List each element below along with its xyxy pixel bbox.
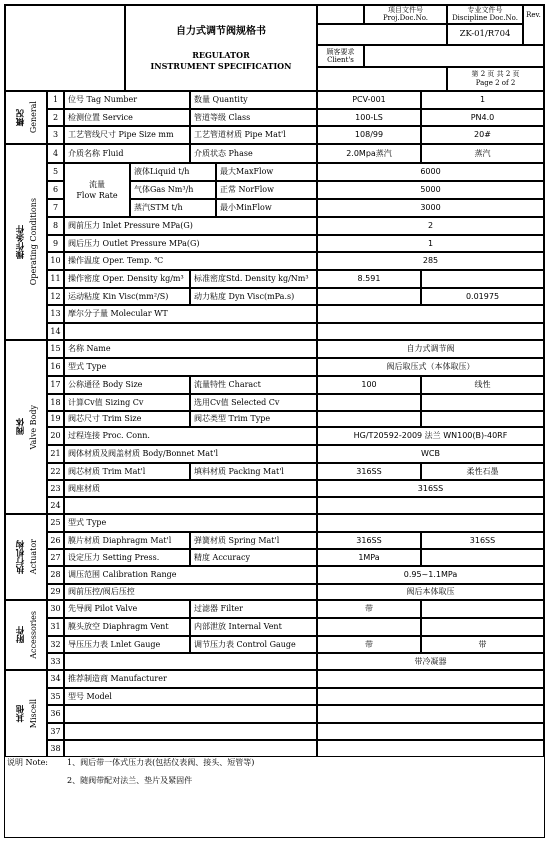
row-label [64, 497, 317, 514]
row-value-1: 带 [317, 600, 421, 618]
row-label: 型号 Model [64, 688, 317, 705]
row-label: 阀芯尺寸 Trim Size [64, 411, 190, 427]
row-number: 15 [47, 340, 64, 358]
row-value-1: 100 [317, 376, 421, 394]
row-number: 14 [47, 323, 64, 340]
row-label: 摩尔分子量 Molecular WT [64, 305, 317, 323]
row-value-1: 8.591 [317, 270, 421, 288]
row-label-2: 填料材质 Packing Mat'l [190, 463, 317, 480]
proj-doc-no [317, 24, 447, 45]
row-label-2: 调节压力表 Control Gauge [190, 636, 317, 653]
client-req-label [317, 45, 364, 67]
row-value [317, 497, 544, 514]
row-value: WCB [317, 445, 544, 463]
flow-rate-en: Flow Rate [76, 190, 118, 200]
row-value-2 [421, 618, 544, 636]
section-en-label: Accessories [28, 611, 38, 659]
row-label [64, 705, 317, 723]
row-value: 带冷凝器 [317, 653, 544, 670]
row-number: 16 [47, 358, 64, 376]
section-en-label: Operating Conditions [28, 198, 38, 286]
flow-type-label: 气体Gas Nm³/h [130, 181, 216, 199]
row-number: 8 [47, 217, 64, 235]
row-number: 4 [47, 144, 64, 163]
logo-area [5, 5, 125, 91]
title-en-line2: INSTRUMENT SPECIFICATION [150, 60, 292, 71]
page-cn: 第 2 页 共 2 页 [471, 70, 520, 78]
row-value [317, 723, 544, 740]
row-number: 6 [47, 181, 64, 199]
row-value-2 [421, 600, 544, 618]
row-number: 1 [47, 91, 64, 109]
row-number: 28 [47, 566, 64, 584]
row-number: 21 [47, 445, 64, 463]
row-label: 过程连接 Proc. Conn. [64, 427, 317, 445]
row-label: 导压压力表 Lnlet Gauge [64, 636, 190, 653]
row-label: 阀体材质及阀盖材质 Body/Bonnet Mat'l [64, 445, 317, 463]
row-value-2 [421, 549, 544, 566]
row-value-2: 带 [421, 636, 544, 653]
row-label-2: 介质状态 Phase [190, 144, 317, 163]
row-number: 25 [47, 514, 64, 532]
row-value: 自力式调节阀 [317, 340, 544, 358]
blank-page-left [317, 67, 447, 91]
row-number: 33 [47, 653, 64, 670]
flow-condition-label: 正常 NorFlow [216, 181, 317, 199]
row-label: 设定压力 Setting Press. [64, 549, 190, 566]
row-value [317, 514, 544, 532]
page-en: Page 2 of 2 [475, 79, 516, 87]
row-number: 20 [47, 427, 64, 445]
row-value [317, 670, 544, 688]
row-value: 1 [317, 235, 544, 252]
blank-header-cell [317, 5, 364, 24]
proj-doc-label [364, 5, 447, 24]
row-value-1 [317, 618, 421, 636]
row-label: 操作温度 Oper. Temp. ℃ [64, 252, 317, 270]
proj-doc-cn: 项目文件号 [388, 6, 423, 14]
row-value: 阀后取压式（本体取压） [317, 358, 544, 376]
row-number: 2 [47, 109, 64, 126]
row-number: 19 [47, 411, 64, 427]
flow-condition-label: 最小MinFlow [216, 199, 317, 217]
flow-condition-label: 最大MaxFlow [216, 163, 317, 181]
row-value-2 [421, 270, 544, 288]
row-value-2: 1 [421, 91, 544, 109]
client-req-en: Client's [327, 55, 354, 64]
flow-value: 5000 [317, 181, 544, 199]
row-value: HG/T20592-2009 法兰 WN100(B)-40RF [317, 427, 544, 445]
row-number: 10 [47, 252, 64, 270]
row-label: 运动粘度 Kin Visc(mm²/S) [64, 288, 190, 305]
row-label: 计算Cv值 Sizing Cv [64, 394, 190, 411]
row-label-2: 流量特性 Charact [190, 376, 317, 394]
row-number: 31 [47, 618, 64, 636]
row-value-2: 20# [421, 126, 544, 144]
row-number: 7 [47, 199, 64, 217]
row-label: 阀前压力 Inlet Pressure MPa(G) [64, 217, 317, 235]
row-value-1: 316SS [317, 532, 421, 549]
note-item-1: 1、阀后带一体式压力表(包括仪表阀、接头、短管等) [67, 758, 255, 767]
row-label-2: 数量 Quantity [190, 91, 317, 109]
row-label [64, 323, 317, 340]
note-label: 说明 Note: [7, 758, 49, 767]
row-label: 调压范围 Calibration Range [64, 566, 317, 584]
row-value: 阀后本体取压 [317, 584, 544, 600]
row-number: 35 [47, 688, 64, 705]
disc-doc-cn: 专业文件号 [467, 6, 503, 14]
row-label: 阀前压控/阀后压控 [64, 584, 317, 600]
flow-value: 6000 [317, 163, 544, 181]
row-number: 23 [47, 480, 64, 497]
row-value: 285 [317, 252, 544, 270]
row-value-1: PCV-001 [317, 91, 421, 109]
flow-rate-cn: 流量 [89, 179, 105, 189]
proj-doc-en: Proj.Doc.No. [382, 14, 429, 22]
row-value [317, 740, 544, 757]
row-label: 型式 Type [64, 358, 317, 376]
client-req-cn: 顾客要求 [326, 47, 355, 56]
row-value-2: 柔性石墨 [421, 463, 544, 480]
row-value-2: 线性 [421, 376, 544, 394]
section-cn-label: 操作条件 [15, 225, 26, 259]
row-number: 11 [47, 270, 64, 288]
spec-sheet [4, 4, 545, 838]
row-value-2: 316SS [421, 532, 544, 549]
row-label-2: 标准密度Std. Density kg/Nm³ [190, 270, 317, 288]
row-label: 型式 Type [64, 514, 317, 532]
row-label-2: 内部泄放 Internal Vent [190, 618, 317, 636]
row-value-1 [317, 288, 421, 305]
row-number: 5 [47, 163, 64, 181]
row-label: 工艺管线尺寸 Pipe Size mm [64, 126, 190, 144]
section-actuator [5, 514, 47, 600]
row-label-2: 过滤器 Filter [190, 600, 317, 618]
section-en-label: Valve Body [28, 404, 38, 450]
row-value [317, 323, 544, 340]
row-label: 阀座材质 [64, 480, 317, 497]
page-number [447, 67, 544, 91]
row-number: 22 [47, 463, 64, 480]
disc-doc-label [447, 5, 523, 24]
row-number: 37 [47, 723, 64, 740]
row-label: 操作密度 Oper. Density kg/m³ [64, 270, 190, 288]
row-value-2: 蒸汽 [421, 144, 544, 163]
row-value-1: 316SS [317, 463, 421, 480]
section-operating [5, 144, 47, 340]
row-value [317, 705, 544, 723]
row-number: 34 [47, 670, 64, 688]
rev-text: Rev. [526, 11, 541, 19]
row-value: 316SS [317, 480, 544, 497]
row-label-2: 管道等级 Class [190, 109, 317, 126]
title-en-line1: REGULATOR [192, 49, 250, 60]
row-label-2: 选用Cv值 Selected Cv [190, 394, 317, 411]
row-label [64, 723, 317, 740]
row-number: 13 [47, 305, 64, 323]
row-label-2: 动力粘度 Dyn Visc(mPa.s) [190, 288, 317, 305]
section-cn-label: 阀体 [15, 418, 26, 436]
row-value: 0.95~1.1MPa [317, 566, 544, 584]
row-label-2: 弹簧材质 Spring Mat'l [190, 532, 317, 549]
flow-type-label: 液体Liquid t/h [130, 163, 216, 181]
flow-value: 3000 [317, 199, 544, 217]
disc-doc-no: ZK-01/R704 [447, 24, 523, 45]
row-label: 阀芯材质 Trim Mat'l [64, 463, 190, 480]
row-label [64, 740, 317, 757]
section-cn-label: 其他 [15, 705, 26, 722]
row-number: 32 [47, 636, 64, 653]
section-cn-label: 附件 [15, 626, 26, 644]
row-number: 38 [47, 740, 64, 757]
row-label: 推荐制造商 Manufacturer [64, 670, 317, 688]
row-value: 2 [317, 217, 544, 235]
title-block [125, 5, 317, 91]
row-value-2 [421, 411, 544, 427]
row-value-1 [317, 394, 421, 411]
row-number: 36 [47, 705, 64, 723]
row-number: 12 [47, 288, 64, 305]
row-label [64, 653, 317, 670]
section-en-label: Actuator [28, 539, 38, 575]
row-value-1 [317, 411, 421, 427]
row-number: 26 [47, 532, 64, 549]
row-value-1: 2.0Mpa蒸汽 [317, 144, 421, 163]
row-number: 30 [47, 600, 64, 618]
row-label-2: 工艺管道材质 Pipe Mat'l [190, 126, 317, 144]
row-label: 公称通径 Body Size [64, 376, 190, 394]
flow-rate-label [64, 163, 130, 217]
row-label: 检测位置 Service [64, 109, 190, 126]
row-value [317, 305, 544, 323]
rev-label [523, 5, 544, 45]
row-value-1: 100-LS [317, 109, 421, 126]
row-label-2: 阀芯类型 Trim Type [190, 411, 317, 427]
row-label: 阀后压力 Outlet Pressure MPa(G) [64, 235, 317, 252]
row-label: 介质名称 Fluid [64, 144, 190, 163]
section-accessories [5, 600, 47, 670]
row-number: 17 [47, 376, 64, 394]
note-item-2: 2、随阀带配对法兰、垫片及紧固件 [67, 776, 193, 785]
row-label: 先导阀 Pilot Valve [64, 600, 190, 618]
row-value-1: 1MPa [317, 549, 421, 566]
row-number: 9 [47, 235, 64, 252]
row-label: 位号 Tag Number [64, 91, 190, 109]
row-label: 膜头放空 Diaphragm Vent [64, 618, 190, 636]
row-value [317, 688, 544, 705]
row-value-1: 带 [317, 636, 421, 653]
section-cn-label: 执行机构 [15, 540, 26, 574]
row-value-2 [421, 394, 544, 411]
row-number: 24 [47, 497, 64, 514]
disc-doc-en: Discipline Doc.No. [452, 14, 518, 22]
row-value-1: 108/99 [317, 126, 421, 144]
row-value-2: 0.01975 [421, 288, 544, 305]
section-en-label: Miscell [28, 698, 38, 729]
client-req-value [364, 45, 544, 67]
row-value-2: PN4.0 [421, 109, 544, 126]
row-number: 27 [47, 549, 64, 566]
title-cn: 自力式调节阀规格书 [176, 25, 266, 37]
section-general [5, 91, 47, 144]
row-label: 膜片材质 Diaphragm Mat'l [64, 532, 190, 549]
row-label-2: 精度 Accuracy [190, 549, 317, 566]
section-miscell [5, 670, 47, 757]
row-number: 29 [47, 584, 64, 600]
row-label: 名称 Name [64, 340, 317, 358]
flow-type-label: 蒸汽STM t/h [130, 199, 216, 217]
section-en-label: General [28, 101, 38, 134]
section-valve-body [5, 340, 47, 514]
row-number: 3 [47, 126, 64, 144]
row-number: 18 [47, 394, 64, 411]
section-cn-label: 概况 [15, 108, 26, 126]
